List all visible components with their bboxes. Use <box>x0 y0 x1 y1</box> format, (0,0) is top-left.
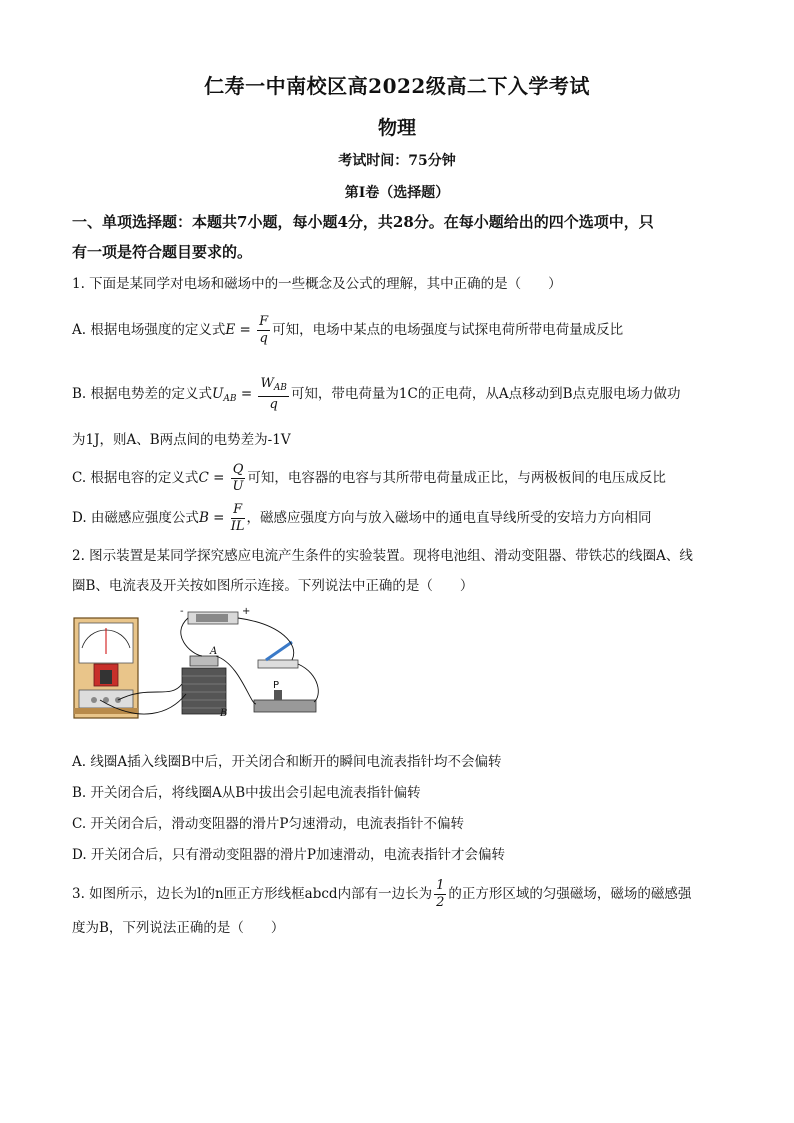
q1-d-text: ，磁感应强度方向与放入磁场中的通电直导线所受的安培力方向相同 <box>246 510 652 526</box>
q1-a-den: q <box>259 331 268 346</box>
q3-stem-line2: 度为B，下列说法正确的是（ ） <box>72 920 285 936</box>
q1-option-d: D. 由磁感应强度公式B = $\frac{F}{IL}$ ，磁感应强度方向与放入磁场中的通电直导线所受的安培力方向相同 <box>72 502 652 534</box>
q1-c-num: Q <box>232 462 244 477</box>
q1-b-fraction <box>258 376 289 413</box>
q1-c-text: 可知，电容器的电容与其所带电荷量成正比，与两极板间的电压成反比 <box>247 470 666 486</box>
q1-c-prefix: C. 根据电容的定义式 <box>72 470 199 486</box>
figure-minus-label: - <box>180 606 184 617</box>
q1-option-a: A. 根据电场强度的定义式E = $\frac{F}{q}$ 可知，电场中某点的电场强度与试探电荷所带电荷量成反比 <box>72 314 624 346</box>
q1-stem: 1. 下面是某同学对电场和磁场中的一些概念及公式的理解，其中正确的是（ ） <box>72 276 562 292</box>
q1-d-lhs: B <box>198 510 209 526</box>
q1-option-b: B. 根据电势差的定义式$U_{AB}$ = $\frac{W_{AB}}{q}$ 可知，带电荷量为1C的正电荷，从A点移动到B点克服电场力做功 <box>72 376 681 412</box>
q2-stem-line2: 圈B、电流表及开关按如图所示连接。下列说法中正确的是（ ） <box>72 578 474 594</box>
figure-label-p: P <box>273 680 280 691</box>
q2-stem-line1: 2. 图示装置是某同学探究感应电流产生条件的实验装置。现将电池组、滑动变阻器、带铁芯的线圈A、线 <box>72 548 693 564</box>
q1-c-den: U <box>232 479 244 494</box>
rheostat <box>254 680 316 712</box>
subject-title: 物理 <box>377 117 416 139</box>
q1-c-fraction <box>231 462 246 495</box>
q3-half-fraction <box>434 878 446 911</box>
q2-option-b: B. 开关闭合后，将线圈A从B中拔出会引起电流表指针偏转 <box>72 785 421 801</box>
q1-b-lhs: U <box>212 386 224 402</box>
q3-half-num: 1 <box>436 878 445 893</box>
q1-option-b-cont: 为1J，则A、B两点间的电势差为-1V <box>72 432 291 448</box>
q3-half-den: 2 <box>436 895 445 910</box>
q1-a-num: F <box>259 314 269 329</box>
q1-b-den: q <box>269 397 278 412</box>
section-heading-line1: 一、单项选择题：本题共7小题，每小题4分，共28分。在每小题给出的四个选项中，只 <box>72 213 654 231</box>
figure-label-b: B <box>220 708 228 719</box>
q1-d-num: F <box>231 502 245 519</box>
induction-apparatus-figure <box>70 604 340 724</box>
q1-d-den: IL <box>230 519 245 534</box>
battery-pack <box>180 606 250 624</box>
q2-option-a: A. 线圈A插入线圈B中后，开关闭合和断开的瞬间电流表指针均不会偏转 <box>72 754 502 770</box>
exam-time: 考试时间：75分钟 <box>338 153 456 169</box>
section-heading-line2: 有一项是符合题目要求的。 <box>72 243 253 261</box>
q2-option-c: C. 开关闭合后，滑动变阻器的滑片P匀速滑动，电流表指针不偏转 <box>72 816 465 832</box>
q1-b-num <box>258 376 289 397</box>
volume-label: 第I卷（选择题） <box>344 185 450 201</box>
q1-b-num-sub: AB <box>273 383 287 393</box>
q1-a-lhs: E <box>225 322 236 338</box>
q3-stem-post: 的正方形区域的匀强磁场，磁场的磁感强 <box>448 886 692 902</box>
q1-b-text: 可知，带电荷量为1C的正电荷，从A点移动到B点克服电场力做功 <box>290 386 681 402</box>
q1-d-prefix: D. 由磁感应强度公式 <box>72 510 199 526</box>
q1-a-prefix: A. 根据电场强度的定义式 <box>72 322 226 338</box>
figure-plus-label: + <box>242 606 251 617</box>
q1-c-lhs: C <box>198 470 209 486</box>
q1-a-fraction <box>257 314 270 347</box>
q1-a-text: 可知，电场中某点的电场强度与试探电荷所带电荷量成反比 <box>272 322 624 338</box>
q1-b-lhs-sub: AB <box>223 394 237 404</box>
coils <box>182 646 227 719</box>
q3-stem-pre: 3. 如图所示，边长为l的n匝正方形线框abcd内部有一边长为 <box>72 886 433 902</box>
q2-option-d: D. 开关闭合后，只有滑动变阻器的滑片P加速滑动，电流表指针才会偏转 <box>72 847 506 863</box>
figure-label-a: A <box>210 646 218 657</box>
q1-d-fraction <box>231 502 245 535</box>
exam-title: 仁寿一中南校区高2022级高二下入学考试 <box>204 74 590 98</box>
q1-b-prefix: B. 根据电势差的定义式 <box>72 386 213 402</box>
q3-stem-line1 <box>72 876 732 912</box>
q1-b-num-main: W <box>260 376 274 391</box>
q1-option-c: C. 根据电容的定义式C = $\frac{Q}{U}$ 可知，电容器的电容与其所带电荷量成正比，与两极板间的电压成反比 <box>72 462 666 494</box>
